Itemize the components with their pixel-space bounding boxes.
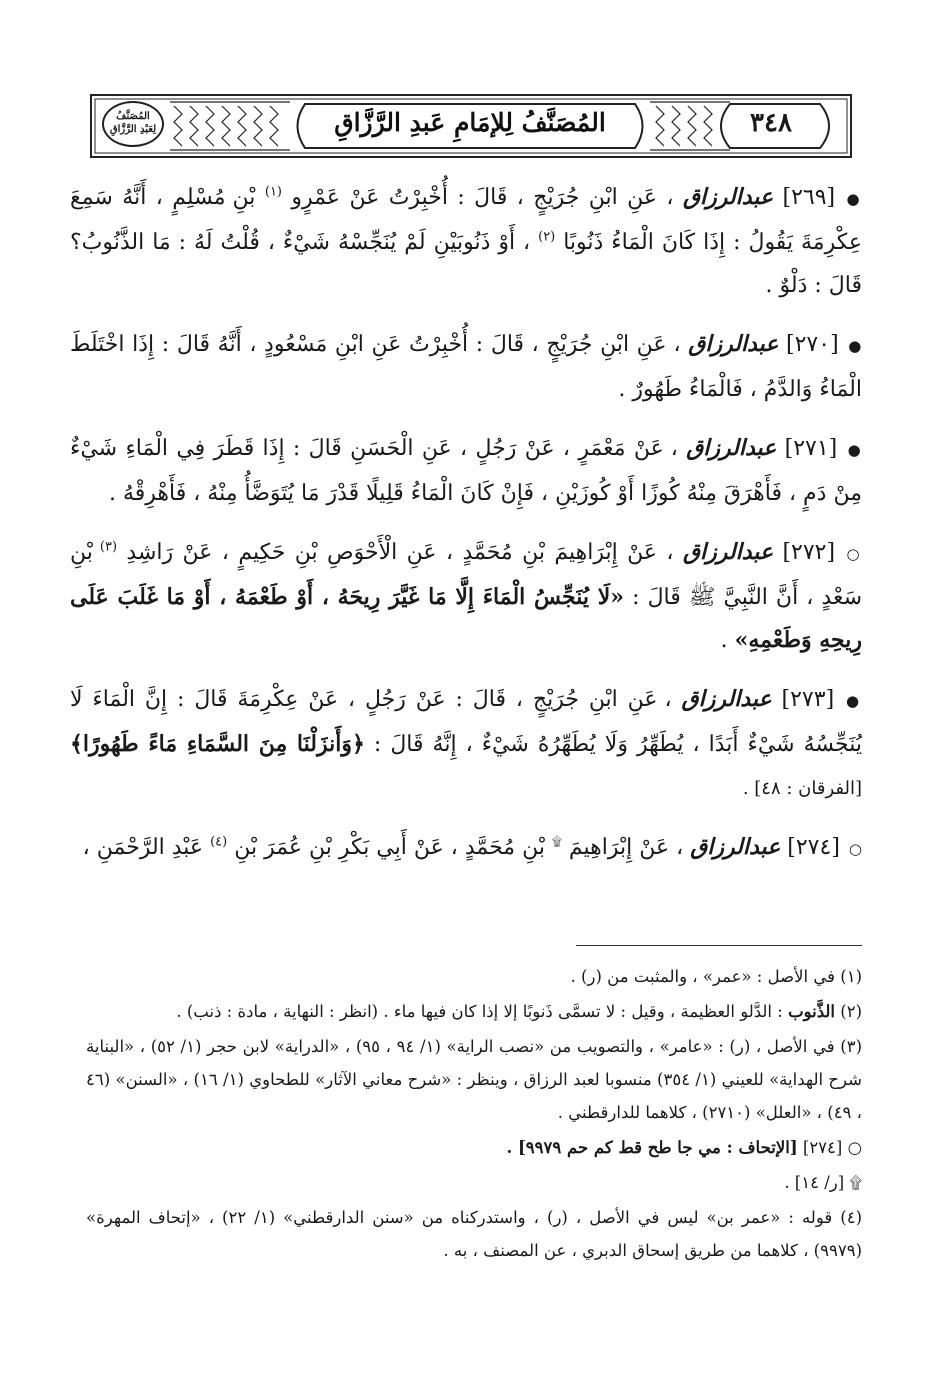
- footnote-2: (٢) الذَّنوب : الدَّلو العظيمة ، وقيل : لا تسمَّى ذَنوبًا إلا إذا كان فيها ماء . (انظر : النهاية ، مادة : ذنب) .: [176, 1002, 862, 1021]
- entry-number: [٢٧٢]: [782, 540, 836, 565]
- entry-270: ● [٢٧٠] عبدالرزاق ، عَنِ ابْنِ جُرَيْجٍ ، قَالَ : أُخْبِرْتُ عَنِ ابْنِ مَسْعُودٍ ، أَنَّهُ قَالَ : إِذَا اخْتَلَطَ الْمَاءُ وَالدَّمُ ، فَالْمَاءُ طَهُورٌ .: [70, 331, 863, 402]
- footnote-ref: (٣): [99, 539, 118, 555]
- author-name: عبدالرزاق: [682, 539, 774, 565]
- page-number: ٣٤٨: [750, 108, 792, 138]
- author-name: عبدالرزاق: [690, 834, 781, 860]
- entry-number: [٢٦٩]: [782, 185, 836, 210]
- book-title: المُصَنَّفُ لِلإمَامِ عَبدِ الرَّزَّاقِ: [334, 108, 606, 137]
- publisher-seal: المُصَنَّفُ لِعَبْدِ الرَّزَّاقِ: [102, 101, 164, 147]
- author-name: عبدالرزاق: [686, 435, 777, 461]
- prophetic-hadith: «لَا يُنَجِّسُ الْمَاءَ إِلَّا مَا غَيَّرَ رِيحَهُ ، أَوْ طَعْمَهُ ، أَوْ مَا غَلَبَ عَلَى رِيحِهِ وَطَعْمِهِ»: [70, 584, 862, 653]
- entry-number: [٢٧١]: [784, 436, 838, 461]
- manuscript-marker: ۩: [551, 834, 562, 850]
- footnote-ref: (٢): [538, 229, 556, 245]
- entry-number: [٢٧٤]: [787, 835, 840, 860]
- footnote-ref: (٤): [210, 834, 228, 850]
- author-name: عبدالرزاق: [688, 331, 779, 357]
- footnote-ref: (١): [264, 184, 282, 200]
- entry-271: ● [٢٧١] عبدالرزاق ، عَنْ مَعْمَرٍ ، عَنْ رَجُلٍ ، عَنِ الْحَسَنِ قَالَ : إِذَا قَطَرَ فِي الْمَاءِ شَيْءٌ مِنْ دَمٍ ، فَأَهْرَقَ مِنْهُ كُوزًا أَوْ كُوزَيْنِ ، فَإِنْ كَانَ الْمَاءُ قَلِيلًا قَدْرَ مَا يُتَوَضَّأُ مِنْهُ ، فَأَهْرِقْهُ .: [70, 435, 862, 506]
- surah-reference: [الفرقان : ٤٨] .: [742, 778, 862, 799]
- entry-272: ○ [٢٧٢] عبدالرزاق ، عَنْ إِبْرَاهِيمَ بْنِ مُحَمَّدٍ ، عَنِ الْأَحْوَصِ بْنِ حَكِيمٍ ، عَنْ رَاشِدِ $^{(٣)}$ بْنِ سَعْدٍ ، أَنَّ النَّبِيَّ ﷺ قَالَ : «لَا يُنَجِّسُ الْمَاءَ إِلَّا مَا غَيَّرَ رِيحَهُ ، أَوْ طَعْمَهُ ، أَوْ مَا غَلَبَ عَلَى رِيحِهِ وَطَعْمِهِ» .: [70, 539, 863, 653]
- main-text: [70, 176, 862, 887]
- author-name: عبدالرزاق: [682, 184, 774, 210]
- footnote-1: (١) في الأصل : «عمر» ، والمثبت من (ر) .: [570, 967, 862, 986]
- footnote-4: (٤) قوله : «عمر بن» ليس في الأصل ، (ر) ، واستدركناه من «سنن الدارقطني» (١/ ٢٢) ، «إتحاف المهرة» (٩٩٧٩) ، كلاهما من طريق إسحاق الدبري ، عن المصنف ، به .: [86, 1208, 863, 1260]
- footnote-ithaf-274: ○ [٢٧٤] [الإتحاف : مي جا طح قط كم حم ٩٩٧٩] .: [506, 1138, 862, 1157]
- footnote-manuscript: ۩ [ر/ ١٤] .: [784, 1173, 862, 1192]
- footnote-3: (٣) في الأصل ، (ر) : «عامر» ، والتصويب من «نصب الراية» (١/ ٩٤ ، ٩٥) ، «الدراية» لابن حجر (١/ ٥٢) ، «البناية شرح الهداية» للعيني (١/ ٣٥٤) منسوبا لعبد الرزاق ، وينظر : «شرح معاني الآثار» للطحاوي (١/ ١٦) ، «السنن» (٤٦ ، ٤٩) ، «العلل» (٢٧١٠) ، كلاهما للدارقطني .: [86, 1037, 863, 1122]
- footnote-divider: [576, 945, 862, 946]
- footnotes: [86, 960, 862, 1269]
- quran-verse: ﴿وَأَنزَلْنَا مِنَ السَّمَاءِ مَاءً طَهُورًا﴾: [70, 731, 365, 757]
- entry-274: ○ [٢٧٤] عبدالرزاق ، عَنْ إِبْرَاهِيمَ ۩ بْنِ مُحَمَّدٍ ، عَنْ أَبِي بَكْرِ بْنِ عُمَرَ بْنِ $^{(٤)}$ عَبْدِ الرَّحْمَنِ ،: [82, 834, 862, 860]
- entry-269: ● [٢٦٩] عبدالرزاق ، عَنِ ابْنِ جُرَيْجٍ ، قَالَ : أُخْبِرْتُ عَنْ عَمْرٍو $^{(١)}$ بْنِ مُسْلِمٍ ، أَنَّهُ سَمِعَ عِكْرِمَةَ يَقُولُ : إِذَا كَانَ الْمَاءُ ذَنُوبًا $^{(٢)}$ ، أَوْ ذَنُوبَيْنِ لَمْ يُنَجِّسْهُ شَيْءٌ ، قُلْتُ لَهُ : مَا الذَّنُوبُ؟ قَالَ : دَلْوٌ .: [70, 184, 863, 298]
- page-header: [90, 94, 852, 158]
- author-name: عبدالرزاق: [681, 686, 772, 712]
- entry-number: [٢٧٣]: [781, 687, 835, 712]
- entry-273: ● [٢٧٣] عبدالرزاق ، عَنِ ابْنِ جُرَيْجٍ ، قَالَ : عَنْ رَجُلٍ ، عَنْ عِكْرِمَةَ قَالَ : إِنَّ الْمَاءَ لَا يُنَجِّسُهُ شَيْءٌ أَبَدًا ، يُطَهِّرُ وَلَا يُطَهِّرُهُ شَيْءٌ ، إِنَّهُ قَالَ : ﴿وَأَنزَلْنَا مِنَ السَّمَاءِ مَاءً طَهُورًا﴾ [الفرقان : ٤٨] .: [70, 686, 863, 799]
- entry-number: [٢٧٠]: [786, 332, 839, 357]
